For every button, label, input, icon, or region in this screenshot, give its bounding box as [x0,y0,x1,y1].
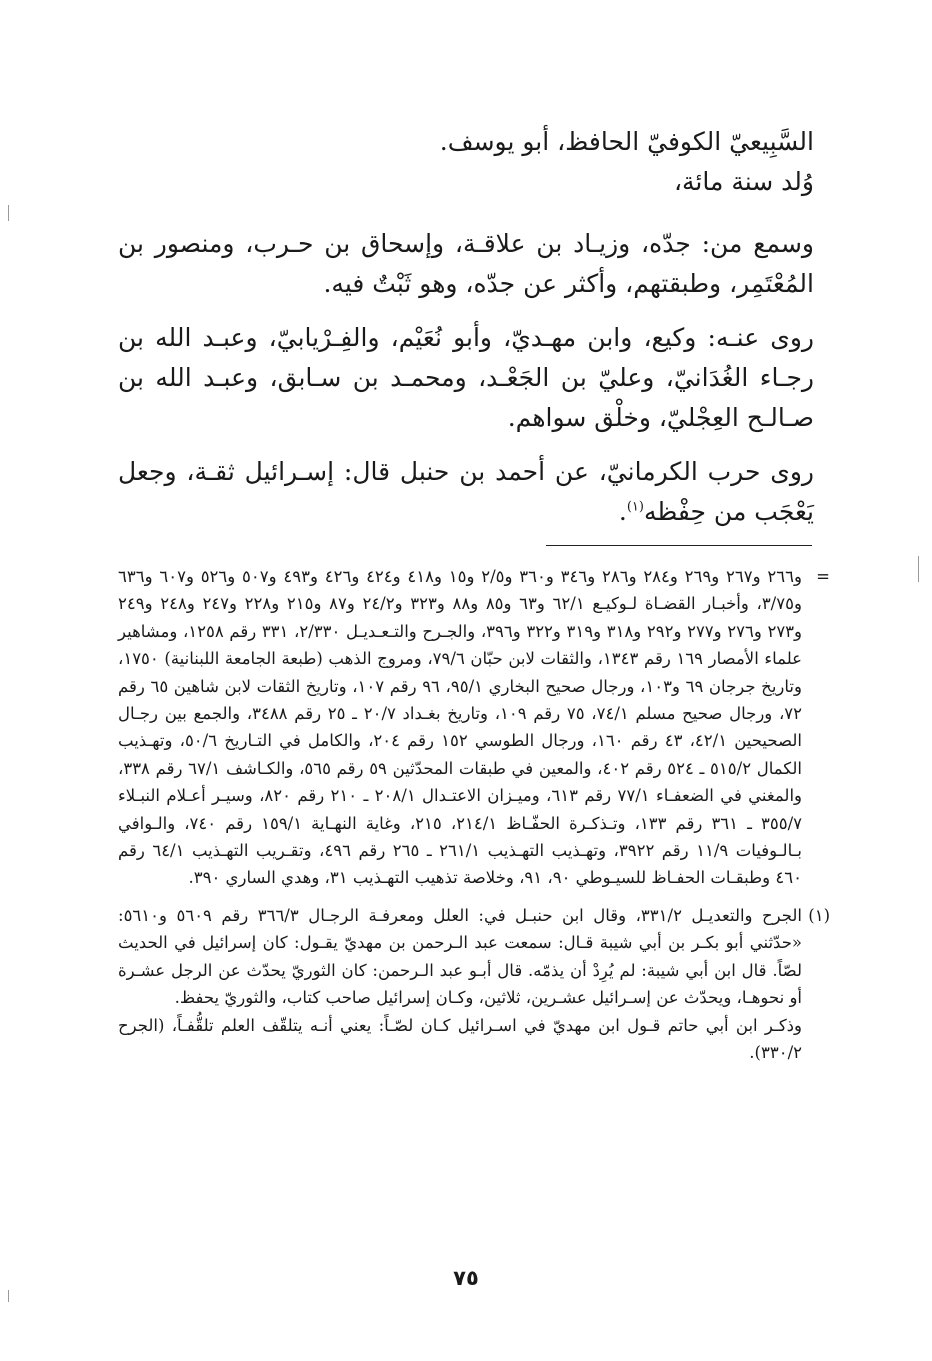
scan-edge-mark-right [918,556,919,582]
footnote-continuation [118,563,830,892]
teachers-paragraph: وسمع من: جدّه، وزيـاد بن علاقـة، وإسحاق بن حـرب، ومنصور بن المُعْتَمِر، وطبقتهم، وأكثر عن جدّه، وهو ثَبْتٌ فيه. [118,229,814,298]
continuation-text: و٢٦٦ و٢٦٧ و٢٦٩ و٢٨٤ و٢٨٦ و٣٤٦ و٣٦٠ و٢/٥ و١٥ و٤١٨ و٤٢٤ و٤٢٦ و٤٩٣ و٥٠٧ و٥٢٦ و٦٠٧ و٦٣٦ و٣/٧٥، وأخبـار القضـاة لـوكيـع ٦٢/١ و٦٣ و٨٥ و٨٨ و٣٢٣ و٢٤/٢ و٨٧ و٢١٥ و٢٢٨ و٢٤٧ و٢٤٨ و٢٤٩ و٢٧٣ و٢٧٦ و٢٧٧ و٢٩٢ و٣١٨ و٣١٩ و٣٢٢ و٣٩٦، والجـرح والتـعـديـل ٢/٣٣٠، ٣٣١ رقم ١٢٥٨، ومشاهير علماء الأمصار ١٦٩ رقم ١٣٤٣، والثقات لابن حبّان ٧٩/٦، ومروج الذهب (طبعة الجامعة اللبنانية) ١٧٥٠، وتاريخ جرجان ٦٩ و١٠٣، ورجال صحيح البخاري ٩٥/١، ٩٦ رقم ١٠٧، وتاريخ الثقات لابن شاهين ٦٥ رقم ٧٢، ورجال صحيح مسلم ٧٤/١، ٧٥ رقم ١٠٩، وتاريخ بغـداد ٢٠/٧ ـ ٢٥ رقم ٣٤٨٨، والجمع بين رجـال الصحيحين ٤٢/١، ٤٣ رقم ١٦٠، ورجال الطوسي ١٥٢ رقم ٢٠٤، والكامل في التـاريخ ٥٠/٦، وتهـذيب الكمال ٥١٥/٢ ـ ٥٢٤ رقم ٤٠٢، والمعين في طبقات المحدّثين ٥٩ رقم ٥٦٥، والكـاشف ٦٧/١ رقم ٣٣٨، والمغني في الضعفـاء ٧٧/١ رقم ٦١٣، وميـزان الاعتـدال ٢٠٨/١ ـ ٢١٠ رقم ٨٢٠، وسيـر أعـلام النبـلاء ٣٥٥/٧ ـ ٣٦١ رقم ١٣٣، وتـذكـرة الحفّـاظ ٢١٤/١، ٢١٥، وغاية النهـاية ١٥٩/١ رقم ٧٤٠، والـوافي بـالـوفيات ١١/٩ رقم ٣٩٢٢، وتهـذيب التهـذيب ٢٦١/١ ـ ٢٦٥ رقم ٤٩٦، وتقـريب التهـذيب ٦٤/١ رقم ٤٦٠ وطبقـات الحفـاظ للسيـوطي ٩٠، ٩١، وخلاصة تذهيب التهـذيب ٣١، وهدي الساري ٣٩٠. [118,567,803,888]
quote-paragraph [118,452,814,532]
scan-edge-mark-top [8,205,9,221]
students-paragraph: روى عنـه: وكيع، وابن مهـديّ، وأبو نُعَيْم، والفِـرْيابيّ، وعبـد الله بن رجـاء الغُدَانيّ، وعليّ بن الجَعْـد، ومحمـد بن سـابق، وعبـد الله بن صـالـح العِجْليّ، وخلْق سواهم. [118,323,814,432]
continuation-marker: = [816,567,830,586]
footnotes-block [118,563,830,1066]
footnote-reference: (١) [626,499,644,515]
footnote-1-text: الجرح والتعديـل ٣٣١/٢، وقال ابن حنبـل في: العلل ومعرفـة الرجـال ٣٦٦/٣ رقم ٥٦٠٩ و٥٦١٠: «حدّثني أبو بكـر بن أبي شيبة قـال: سمعت عبد الـرحمن بن مهديّ يقـول: كان إسرائيل في الحديث لصّاً. قال ابن أبي شيبة: لم يُرِدْ أن يذمّه. قال أبـو عبد الـرحمن: كان الثوريّ يحدّث عن الرجل عشـرة أو نحوهـا، ويحدّث عن إسـرائيل عشـرين، ثلاثين، وكـان إسرائيل صاحب كتاب، والثوريّ يحفظ. [118,905,803,1008]
footnote-separator-rule [546,545,812,546]
scan-edge-mark-bottom [8,1290,9,1302]
footnote-1-marker: (١) [808,905,830,925]
footnote-1-addendum: وذكـر ابن أبي حاتم قـول ابن مهديّ في اسـرائيل كـان لصّـاً: يعني أنـه يتلقّف العلم تلقُّفـاً، (الجرح ٣٣٠/٢). [118,1015,802,1062]
quote-end: . [618,497,627,526]
page-number: ٧٥ [453,1266,479,1290]
quote-text: روى حرب الكرمانيّ، عن أحمد بن حنبل قال: إسـرائيل ثقـة، وجعل يَعْجَب من حِفْظه [118,457,814,526]
main-text [118,122,814,546]
main-paragraph-intro [118,122,814,202]
birth-line: وُلد سنة مائة، [673,167,814,196]
footnote-1 [118,902,830,1066]
intro-line: السَّبِيعيّ الكوفيّ الحافظ، أبو يوسف. [439,127,814,156]
